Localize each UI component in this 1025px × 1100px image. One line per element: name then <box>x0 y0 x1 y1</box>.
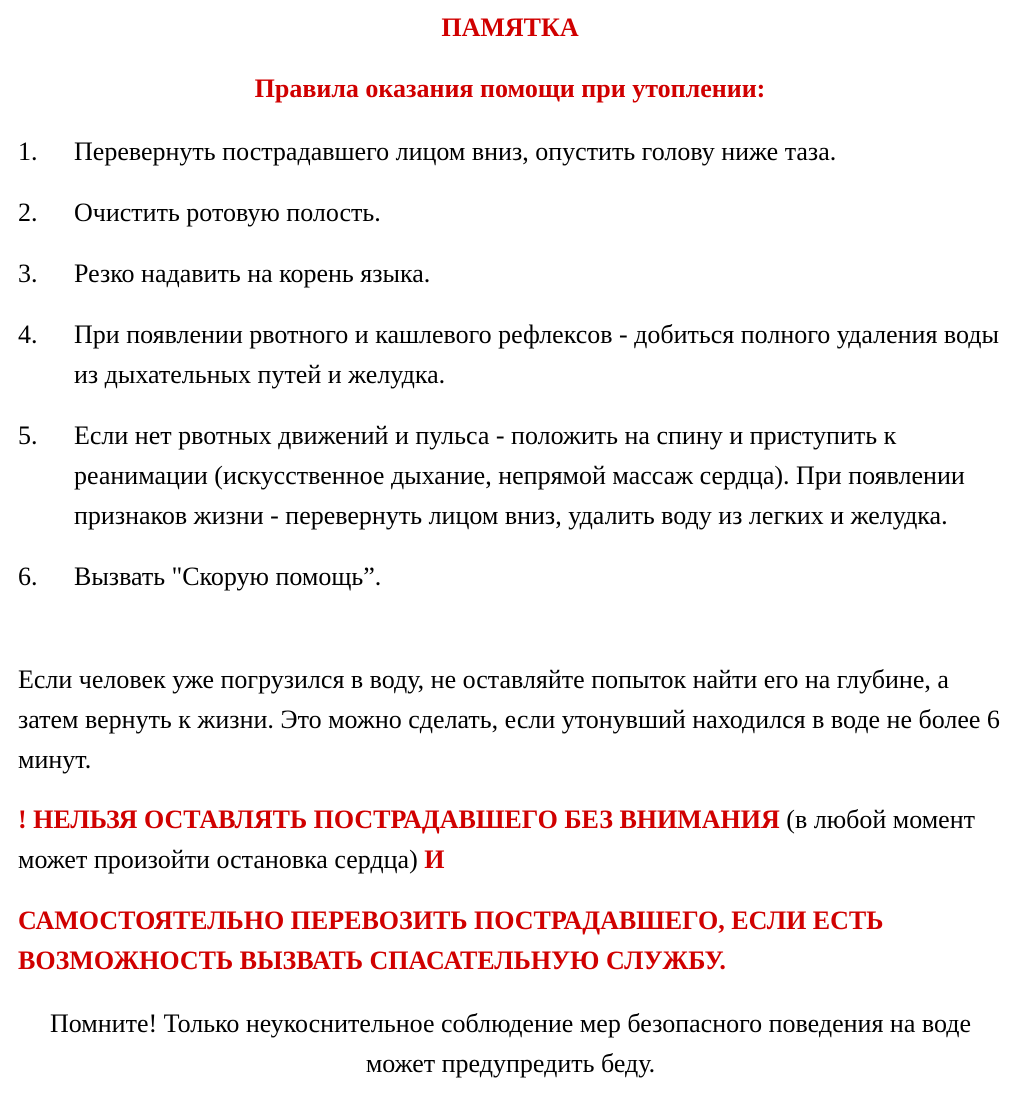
step-text: Перевернуть пострадавшего лицом вниз, опустить голову ниже таза. <box>74 137 837 166</box>
step-item <box>18 254 1008 294</box>
step-item <box>18 193 1008 233</box>
warning-paragraph <box>18 800 1008 880</box>
step-number: 4. <box>18 320 38 349</box>
step-text: Если нет рвотных движений и пульса - положить на спину и приступить к реанимации (искусственное дыхание, непрямой массаж сердца). При появлении признаков жизни - перевернуть лицом вниз, удалить воду из легких и желудка. <box>74 421 965 530</box>
footer-reminder: Помните! Только неукоснительное соблюдение мер безопасного поведения на воде может предупредить беду. <box>50 1009 971 1078</box>
steps-list <box>18 132 1008 618</box>
step-text: Резко надавить на корень языка. <box>74 259 431 288</box>
page-subtitle: Правила оказания помощи при утоплении: <box>254 74 766 103</box>
step-number: 5. <box>18 421 38 450</box>
warning-normal-text: (в любой момент может произойти остановка сердца) <box>18 805 975 874</box>
page-title: ПАМЯТКА <box>441 13 579 42</box>
step-number: 3. <box>18 259 38 288</box>
step-item <box>18 132 1008 172</box>
step-number: 6. <box>18 562 38 591</box>
warning-conjunction: И <box>424 845 445 874</box>
step-item <box>18 315 1008 395</box>
step-number: 2. <box>18 198 38 227</box>
warning-transport: САМОСТОЯТЕЛЬНО ПЕРЕВОЗИТЬ ПОСТРАДАВШЕГО, ЕСЛИ ЕСТЬ ВОЗМОЖНОСТЬ ВЫЗВАТЬ СПАСАТЕЛЬНУЮ СЛУЖБУ. <box>18 906 884 975</box>
drowning-note: Если человек уже погрузился в воду, не оставляйте попыток найти его на глубине, а затем вернуть к жизни. Это можно сделать, если утонувший находился в воде не более 6 минут. <box>18 665 1000 774</box>
step-text: Вызвать "Скорую помощь”. <box>74 562 382 591</box>
step-item <box>18 557 1008 597</box>
step-text: Очистить ротовую полость. <box>74 198 381 227</box>
step-number: 1. <box>18 137 38 166</box>
step-item <box>18 416 1008 536</box>
warning-bold-text: ! НЕЛЬЗЯ ОСТАВЛЯТЬ ПОСТРАДАВШЕГО БЕЗ ВНИМАНИЯ <box>18 805 780 834</box>
step-text: При появлении рвотного и кашлевого рефлексов - добиться полного удаления воды из дыхательных путей и желудка. <box>74 320 999 389</box>
